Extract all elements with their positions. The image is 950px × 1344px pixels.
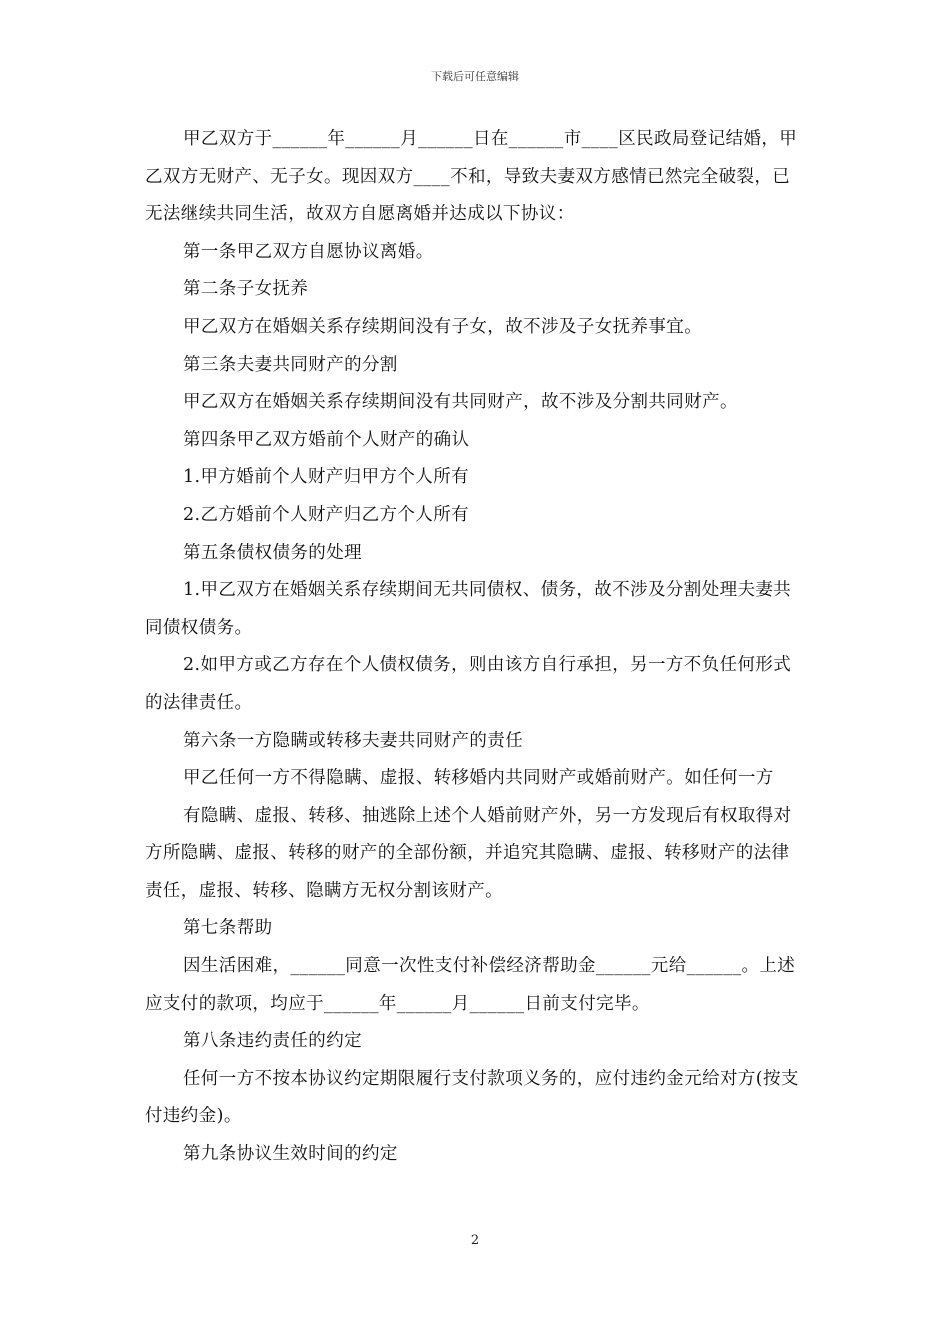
paragraph-article-9-title: 第九条协议生效时间的约定: [183, 1144, 398, 1165]
paragraph-article-6-body-1: 甲乙任何一方不得隐瞒、虚报、转移婚内共同财产或婚前财产。如任何一方: [183, 768, 774, 789]
paragraph-article-5-title: 第五条债权债务的处理: [183, 542, 362, 563]
paragraph-article-8-title: 第八条违约责任的约定: [183, 1031, 362, 1052]
paragraph-article-6-body-2: 有隐瞒、虚报、转移、抽逃除上述个人婚前财产外，另一方发现后有权取得对方所隐瞒、虚报、转移的财产的全部份额，并追究其隐瞒、虚报、转移财产的法律责任，虚报、转移、隐瞒方无权分割该财产。: [145, 805, 792, 901]
document-body: [145, 121, 805, 1174]
paragraph-article-1: 第一条甲乙双方自愿协议离婚。: [183, 241, 434, 262]
paragraph-article-3-title: 第三条夫妻共同财产的分割: [183, 354, 398, 375]
page-header: 下载后可任意编辑: [431, 70, 519, 83]
paragraph-intro: 甲乙双方于______年______月______日在______市____区民政局登记结婚，甲乙双方无财产、无子女。现因双方____不和，导致夫妻双方感情已然完全破裂，已无法继续共同生活，故双方自愿离婚并达成以下协议：: [145, 129, 798, 225]
paragraph-article-5-item-1: 1.甲乙双方在婚姻关系存续期间无共同债权、债务，故不涉及分割处理夫妻共同债权债务。: [145, 580, 792, 638]
page-number: 2: [470, 1233, 480, 1248]
paragraph-article-4-title: 第四条甲乙双方婚前个人财产的确认: [183, 429, 470, 450]
paragraph-article-4-item-1: 1.甲方婚前个人财产归甲方个人所有: [183, 467, 469, 488]
paragraph-article-8-body: 任何一方不按本协议约定期限履行支付款项义务的，应付违约金元给对方(按支付违约金)。: [145, 1068, 799, 1127]
paragraph-article-4-item-2: 2.乙方婚前个人财产归乙方个人所有: [183, 504, 469, 525]
paragraph-article-2-title: 第二条子女抚养: [183, 279, 309, 300]
paragraph-article-5-item-2: 2.如甲方或乙方存在个人债权债务，则由该方自行承担，另一方不负任何形式的法律责任。: [145, 655, 792, 713]
paragraph-article-2-body: 甲乙双方在婚姻关系存续期间没有子女，故不涉及子女抚养事宜。: [183, 316, 703, 337]
paragraph-article-7-title: 第七条帮助: [183, 918, 273, 939]
paragraph-article-6-title: 第六条一方隐瞒或转移夫妻共同财产的责任: [183, 730, 524, 751]
paragraph-article-7-body: 因生活困难，______同意一次性支付补偿经济帮助金______元给______。上述应支付的款项，均应于______年______月______日前支付完毕。: [145, 956, 796, 1014]
paragraph-article-3-body: 甲乙双方在婚姻关系存续期间没有共同财产，故不涉及分割共同财产。: [183, 392, 738, 413]
